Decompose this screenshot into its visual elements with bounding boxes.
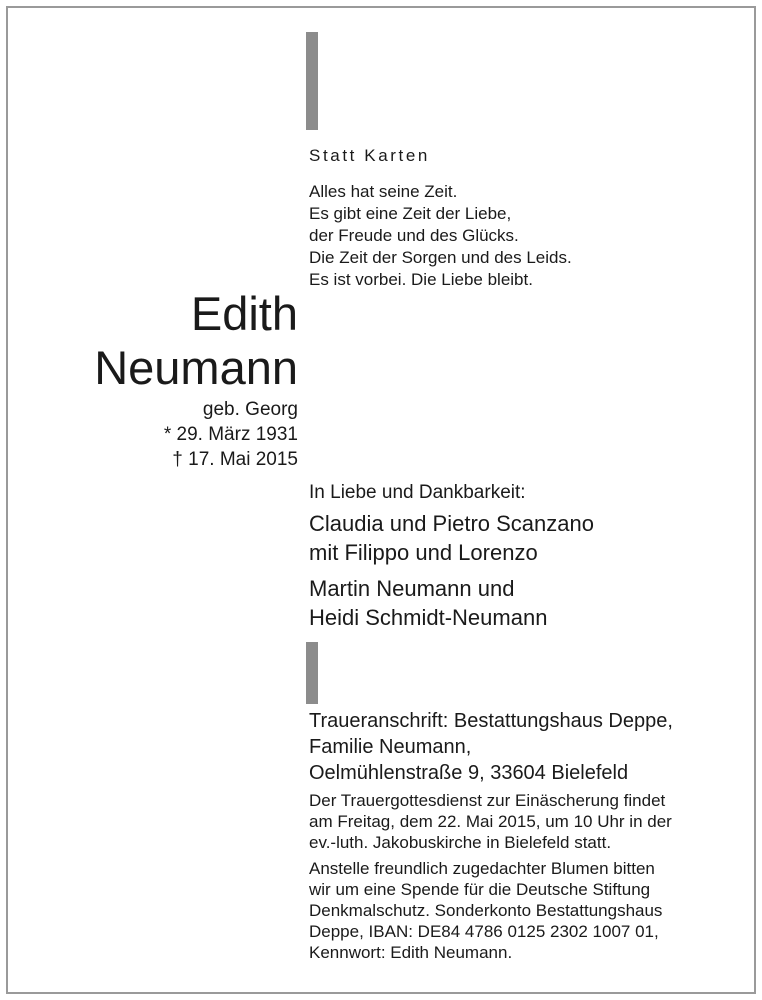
donation-line: Denkmalschutz. Sonderkonto Bestattungshaus [309,901,663,920]
donation-notice [309,858,662,963]
donation-line: Kennwort: Edith Neumann. [309,943,513,962]
mourner-line: Claudia und Pietro Scanzano [309,511,594,536]
deceased-last-name: Neumann [94,341,298,394]
cross-bar-middle [306,642,318,704]
donation-line: wir um eine Spende für die Deutsche Stiftung [309,880,651,899]
service-line: ev.-luth. Jakobuskirche in Bielefeld statt. [309,833,612,852]
death-date: † 17. Mai 2015 [172,449,298,470]
poem-line: Alles hat seine Zeit. [309,182,458,201]
mourner-line: Martin Neumann und [309,576,515,601]
donation-line: Anstelle freundlich zugedachter Blumen bitten [309,859,655,878]
mourners-intro: In Liebe und Dankbarkeit: [309,482,526,503]
birth-date: * 29. März 1931 [163,424,298,445]
poem-line: Es gibt eine Zeit der Liebe, [309,204,512,223]
donation-line: Deppe, IBAN: DE84 4786 0125 2302 1007 01, [309,922,659,941]
poem-line: der Freude und des Glücks. [309,226,519,245]
mourner-line: Heidi Schmidt-Neumann [309,605,548,630]
cross-bar-top [306,32,318,130]
mourning-address [309,708,673,786]
mourner-group [309,574,547,632]
statt-karten-heading: Statt Karten [309,146,430,165]
maiden-name: geb. Georg [202,399,298,420]
mourner-line: mit Filippo und Lorenzo [309,540,538,565]
mourner-group [309,509,594,567]
address-line: Oelmühlenstraße 9, 33604 Bielefeld [309,762,629,784]
address-line: Traueranschrift: Bestattungshaus Deppe, [309,710,673,732]
address-line: Familie Neumann, [309,736,472,758]
service-notice [309,790,672,853]
poem-line: Die Zeit der Sorgen und des Leids. [309,248,572,267]
deceased-first-name: Edith [190,287,298,340]
service-line: am Freitag, dem 22. Mai 2015, um 10 Uhr in der [309,812,672,831]
service-line: Der Trauergottesdienst zur Einäscherung findet [309,791,666,810]
poem [309,181,572,291]
poem-line: Es ist vorbei. Die Liebe bleibt. [309,270,533,289]
